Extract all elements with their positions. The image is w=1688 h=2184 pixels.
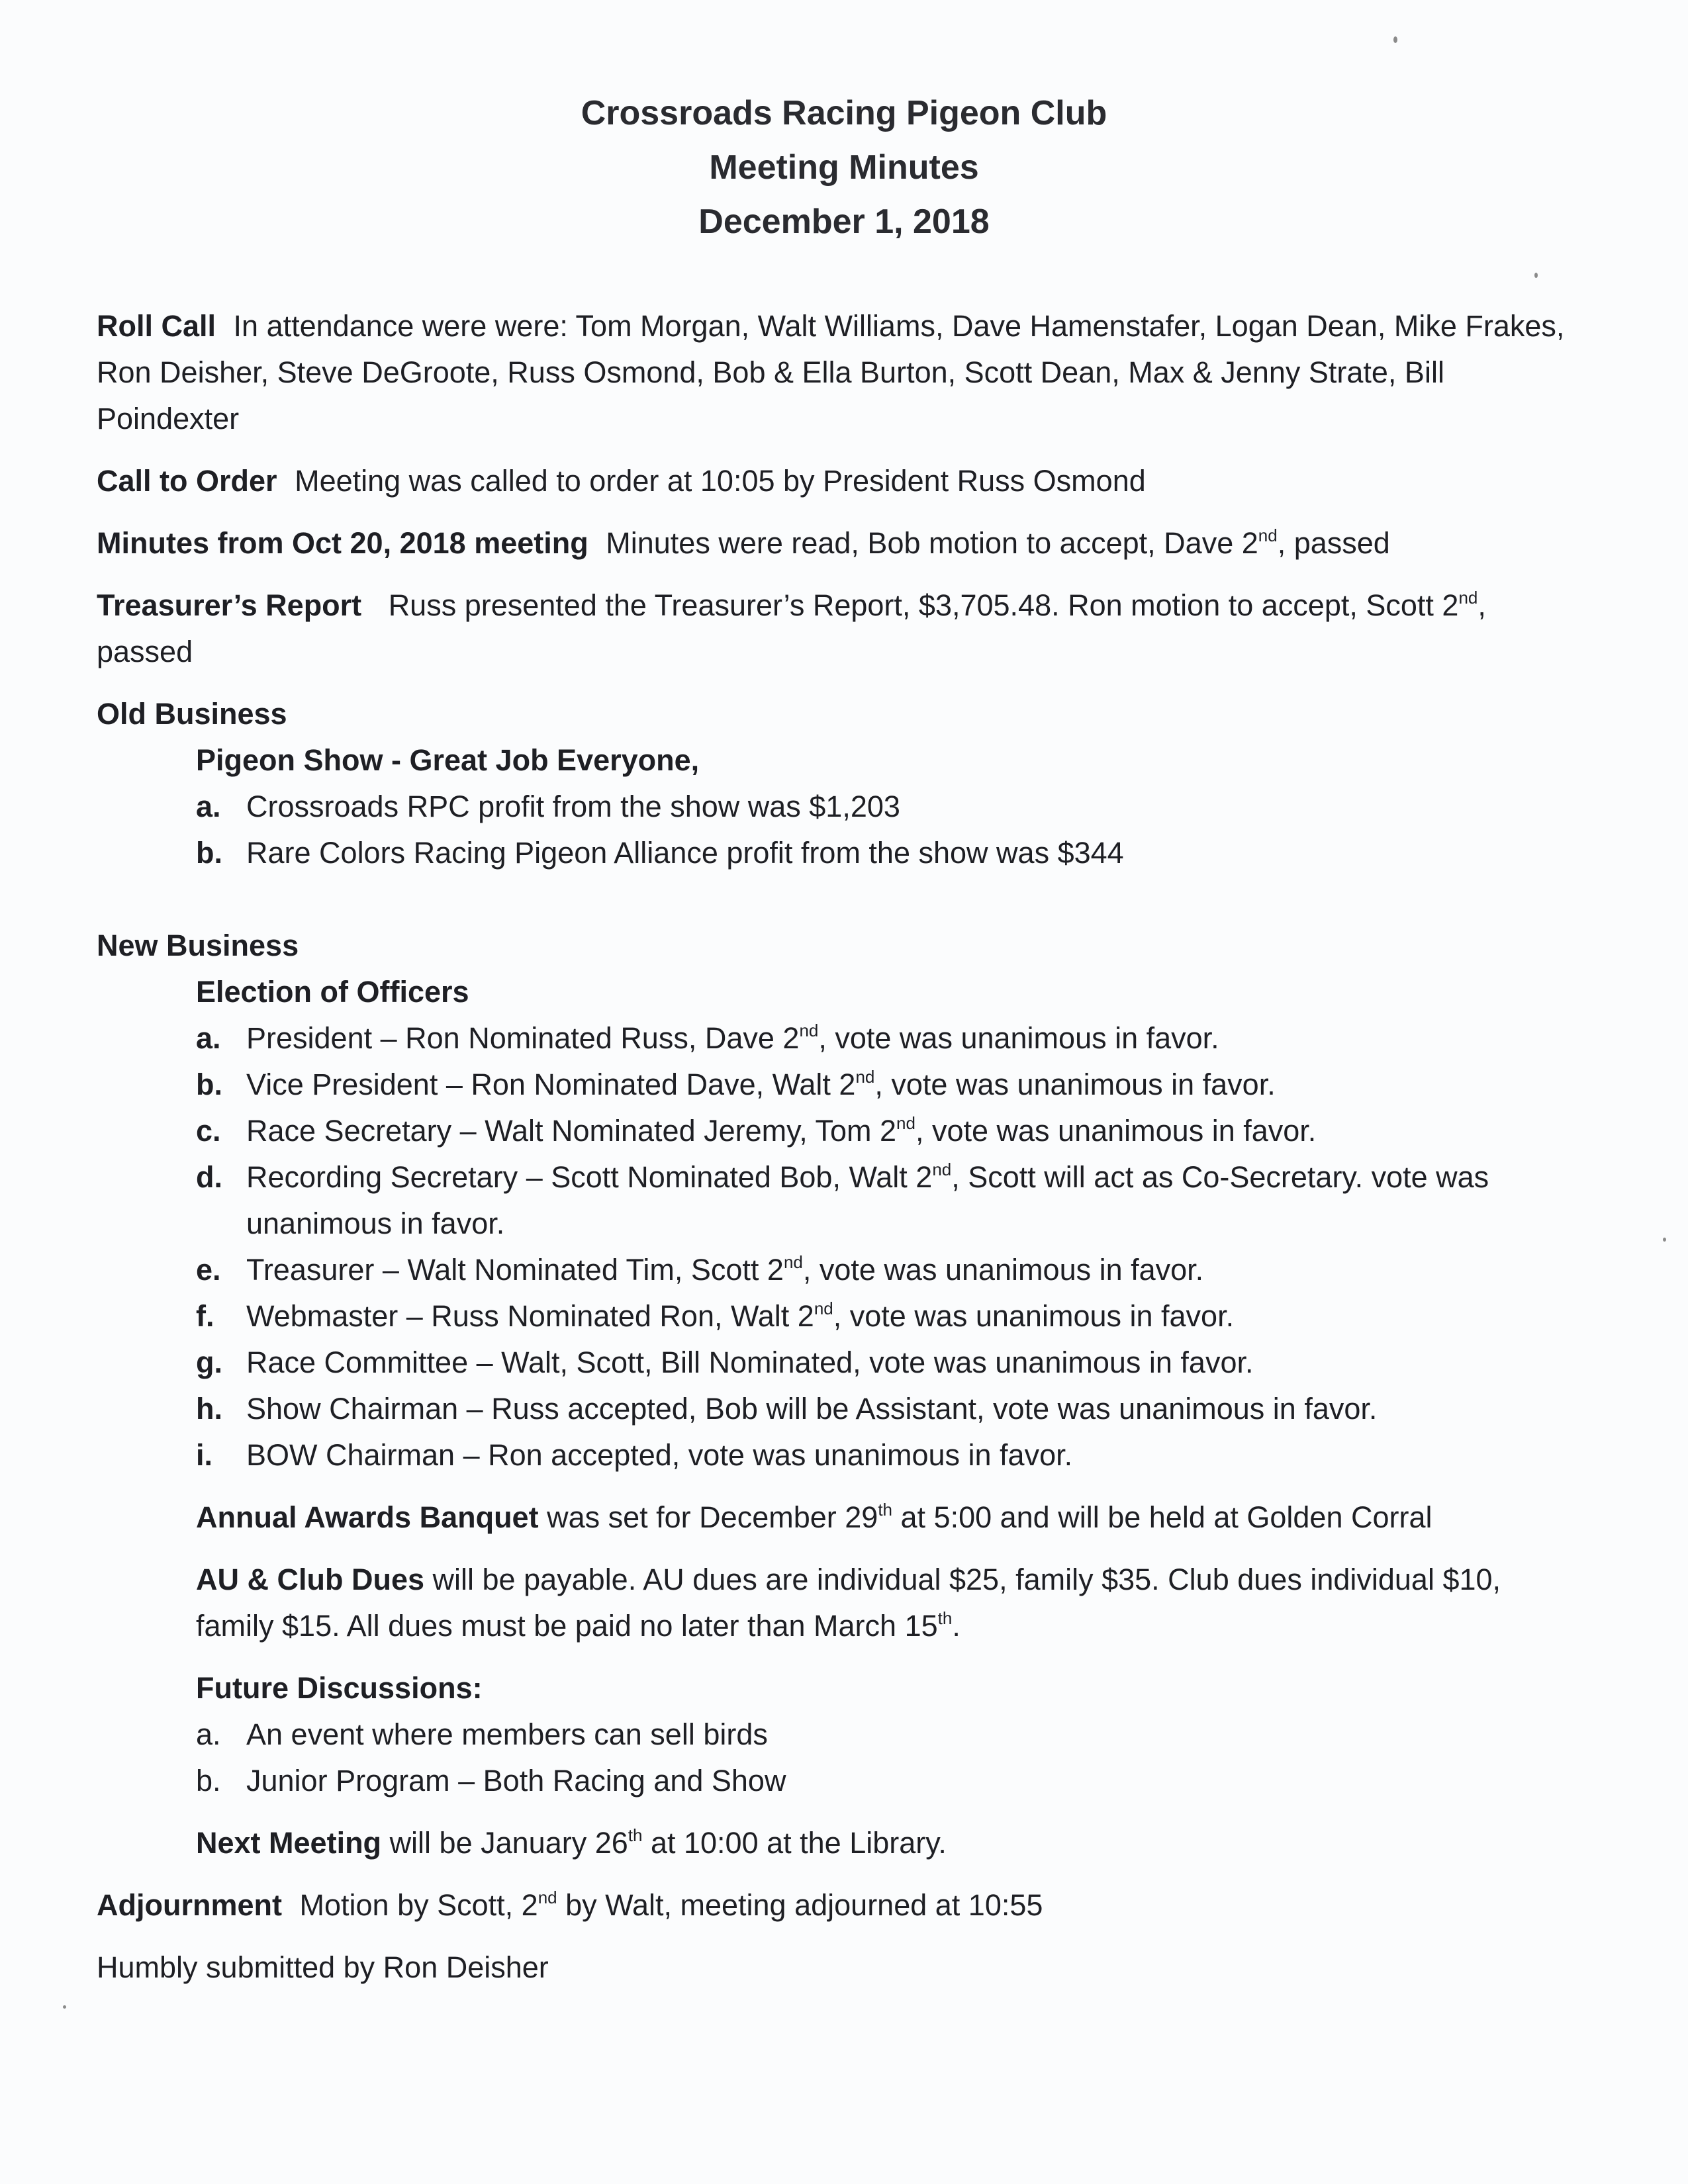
prior-minutes-text: Minutes were read, Bob motion to accept, Dave 2: [606, 526, 1258, 560]
election-text-end: , Scott will act as Co-Secretary. vote was: [951, 1160, 1489, 1194]
prior-minutes-label: Minutes from Oct 20, 2018 meeting: [97, 526, 588, 560]
scan-speck: [1663, 1238, 1666, 1242]
treasurer-line-2: passed: [97, 635, 193, 668]
call-to-order-section: [97, 458, 1586, 504]
dues-text: will be payable. AU dues are individual $25, family $35. Club dues individual $10,: [432, 1563, 1501, 1596]
election-heading: Election of Officers: [196, 975, 469, 1009]
election-text: Race Committee – Walt, Scott, Bill Nominated, vote was unanimous in favor.: [246, 1345, 1254, 1379]
next-meeting-text-end: at 10:00 at the Library.: [650, 1826, 947, 1860]
banquet-label: Annual Awards Banquet: [196, 1500, 539, 1534]
ordinal-suffix: th: [628, 1825, 643, 1845]
prior-minutes-section: [97, 520, 1586, 567]
election-item: [196, 1432, 1586, 1479]
new-business-section: [97, 923, 1586, 1866]
treasurer-text: Russ presented the Treasurer’s Report, $3,705.48. Ron motion to accept, Scott 2: [388, 588, 1459, 622]
election-text-end: , vote was unanimous in favor.: [802, 1253, 1204, 1287]
list-marker: i.: [196, 1438, 213, 1472]
election-text-line-2: unanimous in favor.: [246, 1206, 505, 1240]
ordinal-suffix: th: [878, 1500, 892, 1520]
list-marker: g.: [196, 1345, 222, 1379]
list-item-text: Rare Colors Racing Pigeon Alliance profit from the show was $344: [246, 836, 1124, 870]
ordinal-suffix: nd: [855, 1067, 875, 1087]
ordinal-suffix: nd: [1258, 525, 1278, 545]
next-meeting-text: will be January 26: [389, 1826, 628, 1860]
old-business-section: [97, 691, 1586, 876]
list-marker: e.: [196, 1253, 221, 1287]
election-text: Show Chairman – Russ accepted, Bob will be Assistant, vote was unanimous in favor.: [246, 1392, 1378, 1426]
future-discussions-label: Future Discussions:: [196, 1671, 483, 1705]
dues-line-2: family $15. All dues must be paid no later than March 15: [196, 1609, 938, 1643]
election-text-end: , vote was unanimous in favor.: [833, 1299, 1235, 1333]
election-text-end: , vote was unanimous in favor.: [874, 1068, 1276, 1101]
adjournment-section: [97, 1882, 1586, 1929]
adjournment-text: Motion by Scott, 2: [299, 1888, 538, 1922]
election-text-end: , vote was unanimous in favor.: [915, 1114, 1317, 1148]
list-item-text: Crossroads RPC profit from the show was $1,203: [246, 790, 900, 823]
ordinal-suffix: nd: [783, 1252, 803, 1272]
scan-speck: [63, 2005, 66, 2009]
dues-label: AU & Club Dues: [196, 1563, 425, 1596]
club-title: Crossroads Racing Pigeon Club: [581, 94, 1107, 132]
list-item: [196, 830, 1586, 876]
election-item: [196, 1015, 1586, 1062]
list-marker: c.: [196, 1114, 221, 1148]
call-to-order-text: Meeting was called to order at 10:05 by President Russ Osmond: [295, 464, 1146, 498]
election-text: Vice President – Ron Nominated Dave, Walt 2: [246, 1068, 856, 1101]
list-item-text: An event where members can sell birds: [246, 1717, 768, 1751]
new-business-label: New Business: [97, 929, 299, 962]
old-business-label: Old Business: [97, 697, 287, 731]
banquet-paragraph: [196, 1494, 1586, 1541]
list-marker: a.: [196, 1021, 221, 1055]
dues-paragraph: [196, 1557, 1586, 1649]
future-discussions: [196, 1665, 1586, 1804]
election-item: [196, 1108, 1586, 1154]
election-item: [196, 1154, 1586, 1247]
list-marker: h.: [196, 1392, 222, 1426]
roll-call-section: [97, 303, 1586, 442]
list-item-text: Junior Program – Both Racing and Show: [246, 1764, 786, 1797]
election-item: [196, 1062, 1586, 1108]
election-text: Treasurer – Walt Nominated Tim, Scott 2: [246, 1253, 784, 1287]
meeting-date: December 1, 2018: [698, 203, 990, 241]
pigeon-show-heading: Pigeon Show - Great Job Everyone,: [196, 743, 700, 777]
treasurer-section: [97, 582, 1586, 675]
signature-line: Humbly submitted by Ron Deisher: [97, 1950, 549, 1984]
banquet-text-end: at 5:00 and will be held at Golden Corral: [900, 1500, 1432, 1534]
list-item: [196, 1758, 1586, 1804]
election-item: [196, 1293, 1586, 1340]
scan-speck: [1393, 36, 1397, 43]
next-meeting-paragraph: [196, 1820, 1586, 1866]
election-text: BOW Chairman – Ron accepted, vote was unanimous in favor.: [246, 1438, 1073, 1472]
list-marker: b.: [196, 836, 222, 870]
ordinal-suffix: nd: [814, 1298, 833, 1318]
roll-call-label: Roll Call: [97, 309, 216, 343]
ordinal-suffix: nd: [896, 1113, 915, 1133]
election-text: President – Ron Nominated Russ, Dave 2: [246, 1021, 800, 1055]
treasurer-label: Treasurer’s Report: [97, 588, 362, 622]
election-text: Race Secretary – Walt Nominated Jeremy, Tom 2: [246, 1114, 897, 1148]
list-marker: b.: [196, 1068, 222, 1101]
roll-call-line-1: In attendance were were: Tom Morgan, Walt Williams, Dave Hamenstafer, Logan Dean, Mike Frakes,: [233, 309, 1565, 343]
election-text: Webmaster – Russ Nominated Ron, Walt 2: [246, 1299, 814, 1333]
list-marker: a.: [196, 790, 221, 823]
next-meeting-label: Next Meeting: [196, 1826, 382, 1860]
adjournment-label: Adjournment: [97, 1888, 282, 1922]
election-item: [196, 1340, 1586, 1386]
ordinal-suffix: nd: [1458, 588, 1478, 608]
ordinal-suffix: nd: [932, 1160, 952, 1179]
roll-call-line-2: Ron Deisher, Steve DeGroote, Russ Osmond, Bob & Ella Burton, Scott Dean, Max & Jenny Strate, Bill: [97, 355, 1444, 389]
list-marker: a.: [196, 1717, 221, 1751]
prior-minutes-text-end: , passed: [1277, 526, 1390, 560]
ordinal-suffix: th: [937, 1608, 953, 1628]
list-marker: f.: [196, 1299, 214, 1333]
election-text-end: , vote was unanimous in favor.: [818, 1021, 1219, 1055]
list-marker: b.: [196, 1764, 221, 1797]
ordinal-suffix: nd: [538, 1888, 557, 1907]
election-item: [196, 1247, 1586, 1293]
roll-call-line-3: Poindexter: [97, 402, 240, 435]
document-header: [0, 86, 1688, 249]
list-marker: d.: [196, 1160, 222, 1194]
banquet-text: was set for December 29: [547, 1500, 878, 1534]
document-subtitle: Meeting Minutes: [709, 148, 979, 187]
adjournment-text-end: by Walt, meeting adjourned at 10:55: [565, 1888, 1043, 1922]
call-to-order-label: Call to Order: [97, 464, 277, 498]
dues-line-2-end: .: [952, 1609, 961, 1643]
minutes-body: [97, 303, 1586, 2007]
ordinal-suffix: nd: [799, 1021, 819, 1040]
list-item: [196, 784, 1586, 830]
scan-speck: [1534, 273, 1538, 278]
election-text: Recording Secretary – Scott Nominated Bob, Walt 2: [246, 1160, 933, 1194]
election-item: [196, 1386, 1586, 1432]
treasurer-text-end: ,: [1477, 588, 1486, 622]
list-item: [196, 1711, 1586, 1758]
